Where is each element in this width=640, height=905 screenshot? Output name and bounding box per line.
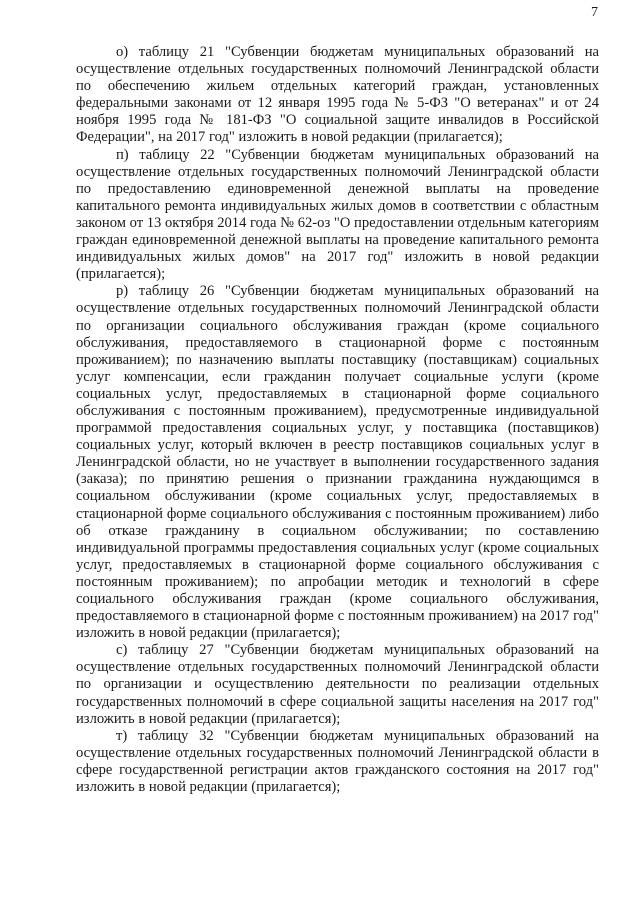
page-number: 7 [591,5,598,20]
paragraph-o: о) таблицу 21 "Субвенции бюджетам муниципальных образований на осуществление отдельных государственных полномочий Ленинградской области по обеспечению жильем отдельных категорий граждан, установленных федеральными законами от 12 января 1995 года № 5-ФЗ "О ветеранах" и от 24 ноября 1995 года № 181-ФЗ "О социальной защите инвалидов в Российской Федерации", на 2017 год" изложить в новой редакции (прилагается); [76,44,599,146]
paragraph-s: с) таблицу 27 "Субвенции бюджетам муниципальных образований на осуществление отдельных государственных полномочий Ленинградской области по организации и осуществлению деятельности по реализации отдельных государственных полномочий в сфере социальной защиты населения на 2017 год" изложить в новой редакции (прилагается); [76,642,599,727]
document-body [76,44,599,796]
paragraph-r: р) таблицу 26 "Субвенции бюджетам муниципальных образований на осуществление отдельных государственных полномочий Ленинградской области по организации социального обслуживания граждан (кроме социального обслуживания, предоставляемого в стационарной форме с постоянным проживанием); по назначению выплаты поставщику (поставщикам) социальных услуг компенсации, если гражданин получает социальные услуги (кроме социальных услуг, предоставляемых в стационарной форме социального обслуживания с постоянным проживанием), предусмотренные индивидуальной программой предоставления социальных услуг, у поставщика (поставщиков) социальных услуг, который включен в реестр поставщиков социальных услуг в Ленинградской области, но не участвует в выполнении государственного задания (заказа); по принятию решения о признании гражданина нуждающимся в социальном обслуживании (кроме социальных услуг, предоставляемых в стационарной форме социального обслуживания с постоянным проживанием) либо об отказе гражданину в социальном обслуживании; по составлению индивидуальной программы предоставления социальных услуг (кроме социальных услуг, предоставляемых в стационарной форме социального обслуживания с постоянным проживанием); по апробации методик и технологий в сфере социального обслуживания граждан (кроме социального обслуживания, предоставляемого в стационарной форме с постоянным проживанием) на 2017 год" изложить в новой редакции (прилагается); [76,283,599,642]
paragraph-t: т) таблицу 32 "Субвенции бюджетам муниципальных образований на осуществление отдельных государственных полномочий Ленинградской области в сфере государственной регистрации актов гражданского состояния на 2017 год" изложить в новой редакции (прилагается); [76,727,599,796]
paragraph-p: п) таблицу 22 "Субвенции бюджетам муниципальных образований на осуществление отдельных государственных полномочий Ленинградской области по предоставлению единовременной денежной выплаты на проведение капитального ремонта индивидуальных жилых домов в соответствии с областным законом от 13 октября 2014 года № 62-оз "О предоставлении отдельным категориям граждан единовременной денежной выплаты на проведение капитального ремонта индивидуальных жилых домов" на 2017 год" изложить в новой редакции (прилагается); [76,146,599,283]
